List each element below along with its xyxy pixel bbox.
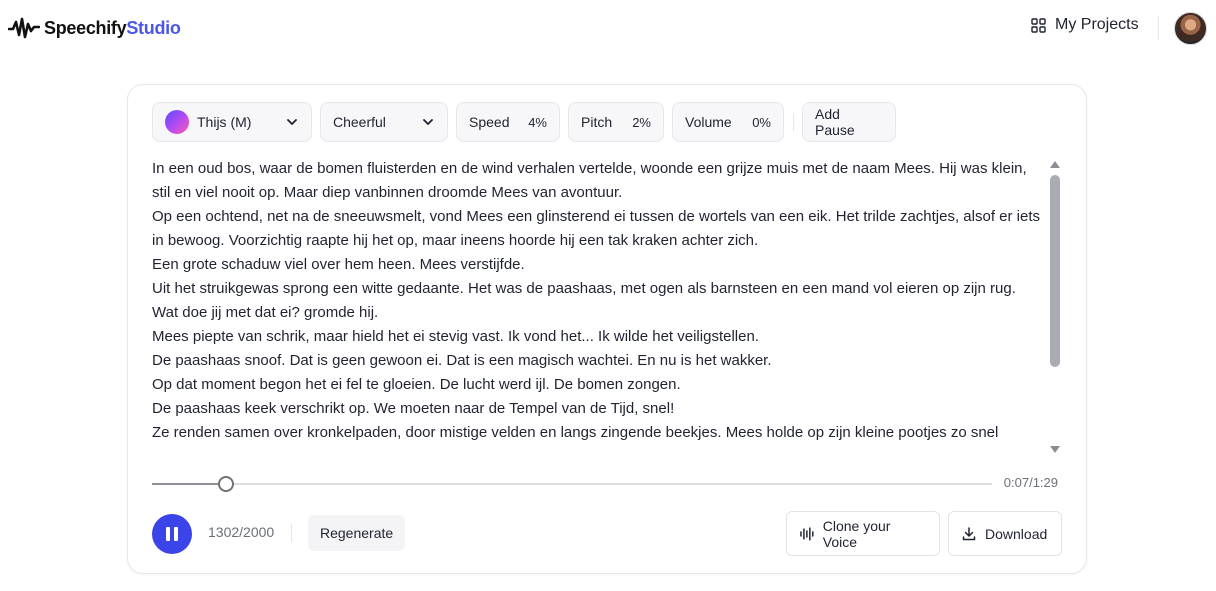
chevron-down-icon <box>421 115 435 129</box>
emotion-selector[interactable] <box>320 102 448 142</box>
volume-control[interactable] <box>672 102 784 142</box>
header-divider <box>1158 16 1159 40</box>
scrollbar-thumb[interactable] <box>1050 175 1060 367</box>
clone-voice-button[interactable] <box>786 511 940 556</box>
paragraph: Mees piepte van schrik, maar hield het ei stevig vast. Ik vond het... Ik wilde het veiligstellen. <box>152 328 759 345</box>
add-pause-button[interactable] <box>802 102 896 142</box>
top-bar <box>0 0 1216 56</box>
playback-progress-handle[interactable] <box>218 476 234 492</box>
grid-icon <box>1031 18 1046 33</box>
download-button[interactable] <box>948 511 1062 556</box>
paragraph: In een oud bos, waar de bomen fluisterden en de wind verhalen vertelde, woonde een grijze muis met de naam Mees. Hij was klein, stil en viel nooit op. Maar diep vanbinnen droomde Mees van avontuur. <box>152 160 1027 201</box>
editor-card <box>127 84 1087 574</box>
volume-label: Volume <box>685 114 732 130</box>
paragraph: De paashaas snoof. Dat is geen gewoon ei. Dat is een magisch wachtei. En nu is het wakker. <box>152 352 772 369</box>
paragraph: Een grote schaduw viel over hem heen. Mees verstijfde. <box>152 256 525 273</box>
brand-logo[interactable] <box>8 14 181 42</box>
regenerate-button[interactable] <box>308 515 405 551</box>
emotion-label: Cheerful <box>333 114 386 130</box>
waveform-logo-icon <box>8 16 40 40</box>
paragraph: Op een ochtend, net na de sneeuwsmelt, vond Mees een glinsterend ei tussen de wortels van een eik. Het trilde zachtjes, alsof er iets in bewoog. Voorzichtig raapte hij het op, maar ineens hoorde hij een tak kraken achter zich. <box>152 208 1041 249</box>
pause-button[interactable] <box>152 514 192 554</box>
playback-time: 0:07/1:29 <box>1003 475 1058 490</box>
voice-avatar-icon <box>165 110 189 134</box>
volume-value: 0% <box>752 114 771 130</box>
waveform-icon <box>799 526 815 542</box>
toolbar-divider <box>793 113 794 131</box>
paragraph: Wat doe jij met dat ei? gromde hij. <box>152 304 379 321</box>
paragraph: Ze renden samen over kronkelpaden, door mistige velden en langs zingende beekjes. Mees holde op zijn kleine pootjes zo snel <box>152 424 999 441</box>
brand-main: Speechify <box>44 17 127 38</box>
pitch-control[interactable] <box>568 102 664 142</box>
pause-icon <box>164 527 180 541</box>
paragraph: Uit het struikgewas sprong een witte gedaante. Het was de paashaas, met ogen als barnsteen en een mand vol eieren op zijn rug. <box>152 280 1016 297</box>
scroll-down-arrow-icon[interactable] <box>1050 446 1060 453</box>
regenerate-label: Regenerate <box>320 525 394 541</box>
download-icon <box>961 526 977 542</box>
my-projects-link[interactable] <box>1031 16 1139 34</box>
add-pause-label: Add Pause <box>815 106 855 138</box>
speed-value: 4% <box>528 114 547 130</box>
speed-control[interactable] <box>456 102 560 142</box>
clone-voice-label: Clone your Voice <box>822 517 891 550</box>
character-count: 1302/2000 <box>208 524 275 540</box>
pitch-value: 2% <box>632 114 651 130</box>
my-projects-label: My Projects <box>1055 16 1139 33</box>
pitch-label: Pitch <box>581 114 613 130</box>
script-text-editor[interactable] <box>152 157 1042 457</box>
chevron-down-icon <box>285 115 299 129</box>
scroll-up-arrow-icon[interactable] <box>1050 161 1060 168</box>
voice-selector[interactable] <box>152 102 312 142</box>
user-avatar[interactable] <box>1174 12 1207 45</box>
brand-name <box>44 18 181 39</box>
playback-progress-track[interactable] <box>152 483 992 485</box>
download-label: Download <box>985 525 1048 542</box>
speed-label: Speed <box>469 114 510 130</box>
playback-progress-fill <box>152 483 226 485</box>
controls-divider <box>291 524 292 542</box>
paragraph: De paashaas keek verschrikt op. We moeten naar de Tempel van de Tijd, snel! <box>152 400 675 417</box>
voice-label: Thijs (M) <box>197 114 252 130</box>
brand-accent: Studio <box>126 17 181 38</box>
paragraph: Op dat moment begon het ei fel te gloeien. De lucht werd ijl. De bomen zongen. <box>152 376 681 393</box>
